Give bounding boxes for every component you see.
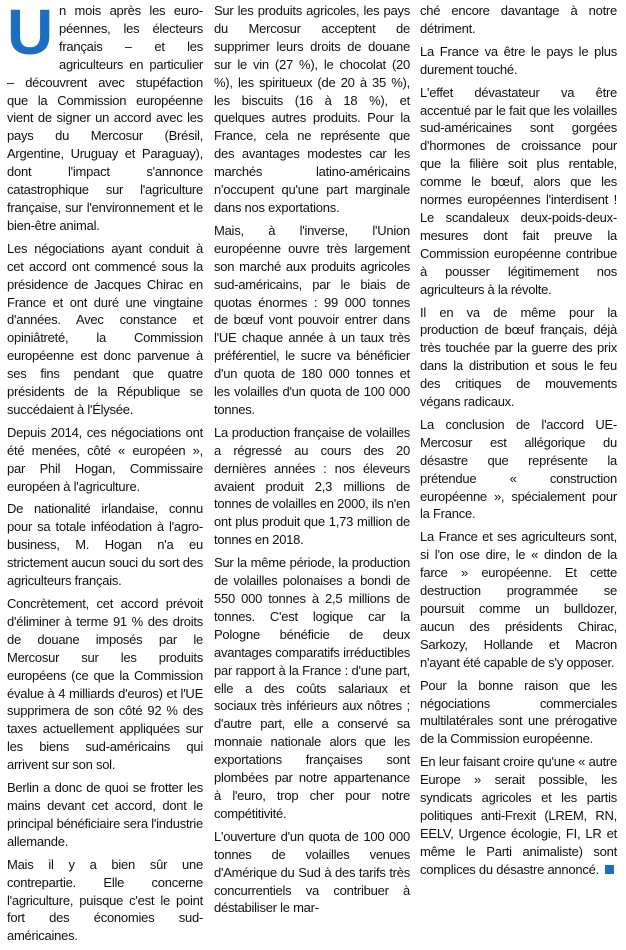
paragraph: Mais, à l'inverse, l'Union européenne ouvre très largement son marché aux produits agricoles sud-américains, par le biais de quotas énormes : 99 000 tonnes de bœuf vont pouvoir entrer dans l'UE chaque année à un taux très préférentiel, le sucre va bénéficier d'un quota de 180 000 tonnes et les volailles d'un quota de 100 000 tonnes. (214, 222, 410, 417)
paragraph: La production française de volailles a régressé au cours des 20 dernières années : nos éleveurs avaient produit 2,3 millions de tonnes de volailles en 2000, ils n'en ont plus produit que 1,73 million de tonnes en 2018. (214, 424, 410, 548)
article-column-1 (7, 2, 203, 950)
paragraph: De nationalité irlandaise, connu pour sa totale inféodation à l'agro-business, M. Hogan n'a eu strictement aucun souci du sort des agriculteurs français. (7, 501, 203, 589)
paragraph: Pour la bonne raison que les négociations commerciales multilatérales sont une prérogative de la Commission européenne. (420, 677, 617, 747)
paragraph: Berlin a donc de quoi se frotter les mains devant cet accord, dont le principal bénéficiaire sera l'industrie allemande. (7, 780, 203, 849)
paragraph: La France et ses agriculteurs sont, si l'on ose dire, le « dindon de la farce » européenne. Et cette destruction programmée se poursuit comme un bulldozer, aucun des présidents Chirac, Sarkozy, Hollande et Macron n'ayant été capable de s'y opposer. (420, 529, 617, 670)
end-mark-icon (605, 865, 614, 874)
paragraph: Mais il y a bien sûr une contrepartie. Elle concerne l'agriculture, puisque c'est le point fort des économies sud-américaines. (7, 856, 203, 944)
paragraph: En leur faisant croire qu'une « autre Europe » serait possible, les syndicats agricoles et les partis politiques anti-Frexit (LREM, RN, EELV, Urgence écologie, FI, LR et même le Parti animaliste) sont complices du désastre annoncé. (420, 754, 617, 877)
paragraph: ché encore davantage à notre détriment. (420, 3, 617, 36)
paragraph: Un mois après les euro-péennes, les électeurs français – et les agriculteurs en particulier – découvrent avec stupéfaction que la Commission européenne vient de signer un accord avec les pays du Mercosur (Brésil, Argentine, Uruguay et Paraguay), dont l'impact s'annonce catastrophique sur l'agriculture française, sur l'environnement et le bien-être animal. (7, 0, 203, 233)
paragraph: La France va être le pays le plus durement touché. (420, 43, 617, 77)
paragraph: Sur les produits agricoles, les pays du Mercosur acceptent de supprimer leurs droits de douane sur le vin (27 %), le chocolat (20 %), les spiritueux (de 20 à 35 %), les biscuits (16 à 18 %), et quelques autres produits. Pour la France, cela ne représente que des avantages modestes car les marchés latino-américains n'occupent qu'une part marginale dans nos exportations. (214, 3, 410, 215)
article-column-3 (420, 2, 617, 884)
paragraph: La conclusion de l'accord UE-Mercosur est allégorique du désastre que représente la prétendue « construction européenne », spécialement pour la France. (420, 416, 617, 522)
paragraph: Sur la même période, la production de volailles polonaises a bondi de 550 000 tonnes à 2,5 millions de tonnes. C'est logique car la Pologne bénéficie de deux avantages comparatifs irréductibles par rapport à la France : d'une part, elle a des coûts salariaux et sociaux très inférieurs aux nôtres ; d'autre part, elle a conservé sa monnaie nationale alors que les exportations françaises sont plombées par notre appartenance à l'euro, trop cher pour notre compétitivité. (214, 555, 410, 821)
paragraph: Concrètement, cet accord prévoit d'éliminer à terme 91 % des droits de douane imposés par le Mercosur sur les produits européens (ce que la Commission évalue à 4 milliards d'euros) et l'UE supprimera de son côté 92 % des taxes actuellement appliquées sur les biens sud-américains qui arrivent sur son sol. (7, 596, 203, 773)
paragraph: L'effet dévastateur va être accentué par le fait que les volailles sud-américaines sont gorgées d'hormones de croissance pour que la filière soit plus rentable, comme le bœuf, alors que les normes européennes l'interdisent ! Le scandaleux deux-poids-deux-mesures dont fait preuve la Commission européenne contribue à pousser légitimement nos agriculteurs à la révolte. (420, 84, 617, 297)
paragraph: Il en va de même pour la production de bœuf français, déjà très touchée par la guerre des prix dans la distribution et sous le feu des critiques de mouvements végans radicaux. (420, 304, 617, 410)
article-column-2 (214, 2, 410, 922)
paragraph: Depuis 2014, ces négociations ont été menées, côté « européen », par Phil Hogan, Commissaire européen à l'agriculture. (7, 424, 203, 494)
drop-cap: U (7, 0, 53, 68)
paragraph: Les négociations ayant conduit à cet accord ont commencé sous la présidence de Jacques Chirac en France et ont duré une vingtaine d'années. Avec constance et opiniâtreté, la Commission européenne est donc parvenue à ses fins pendant que quatre présidents de la République se succédaient à l'Élysée. (7, 240, 203, 417)
paragraph: L'ouverture d'un quota de 100 000 tonnes de volailles venues d'Amérique du Sud à des tarifs très concurrentiels va contribuer à déstabiliser le mar- (214, 828, 410, 916)
